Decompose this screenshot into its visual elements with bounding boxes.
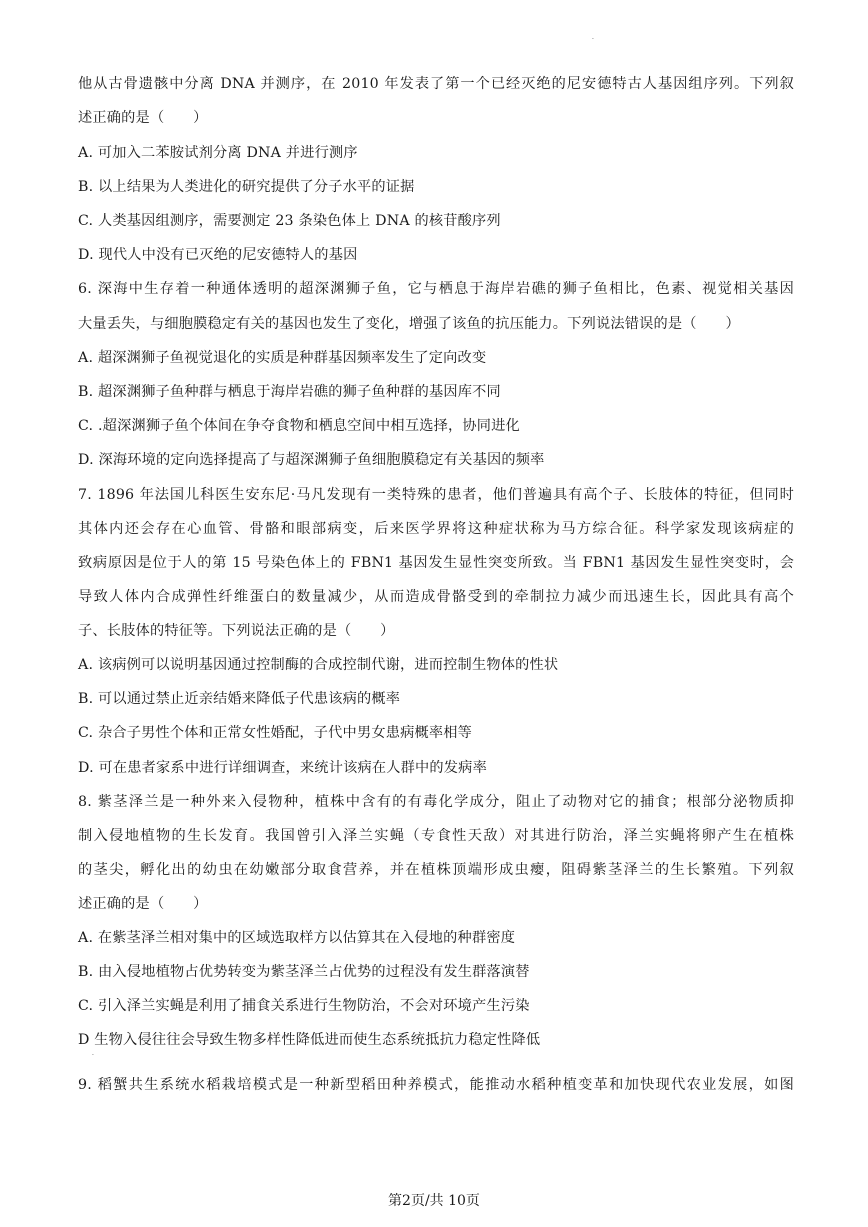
question-9-stem: 9. 稻蟹共生系统水稻栽培模式是一种新型稻田种养模式，能推动水稻种植变革和加快现代农业发展，如图 [78, 1077, 794, 1093]
option-line: A. 超深渊狮子鱼视觉退化的实质是种群基因频率发生了定向改变 [78, 350, 487, 366]
option-line: C. .超深渊狮子鱼个体间在争夺食物和栖息空间中相互选择，协同进化 [78, 418, 520, 434]
option-line: C. 引入泽兰实蝇是利用了捕食关系进行生物防治，不会对环境产生污染 [78, 998, 530, 1014]
text-line: 他从古骨遗骸中分离 DNA 并测序，在 2010 年发表了第一个已经灭绝的尼安德特古人基因组序列。下列叙 [78, 76, 794, 92]
option-line: B. 可以通过禁止近亲结婚来降低子代患该病的概率 [78, 691, 401, 707]
question-7-stem: 7. 1896 年法国儿科医生安东尼·马凡发现有一类特殊的患者，他们普遍具有高个子、长肢体的特征，但同时 [78, 487, 794, 503]
question-8-stem: 述正确的是（ ） [78, 896, 208, 912]
option-line: C. 人类基因组测序，需要测定 23 条染色体上 DNA 的核苷酸序列 [78, 213, 501, 229]
option-line: D 生物入侵往往会导致生物多样性降低进而使生态系统抵抗力稳定性降低 [78, 1032, 541, 1048]
question-8-stem: 的茎尖，孵化出的幼虫在幼嫩部分取食营养，并在植株顶端形成虫瘿，阻碍紫茎泽兰的生长繁殖。下列叙 [78, 862, 794, 878]
question-7-stem: 其体内还会存在心血管、骨骼和眼部病变，后来医学界将这种症状称为马方综合征。科学家发现该病症的 [78, 521, 794, 537]
text-line: 述正确的是（ ） [78, 110, 208, 126]
option-line: A. 在紫茎泽兰相对集中的区域选取样方以估算其在入侵地的种群密度 [78, 930, 516, 946]
question-6-stem: 大量丢失，与细胞膜稳定有关的基因也发生了变化，增强了该鱼的抗压能力。下列说法错误的是（ ） [78, 316, 740, 332]
option-line: A. 该病例可以说明基因通过控制酶的合成控制代谢，进而控制生物体的性状 [78, 657, 559, 673]
option-line: D. 可在患者家系中进行详细调查，来统计该病在人群中的发病率 [78, 760, 487, 776]
option-line: B. 由入侵地植物占优势转变为紫茎泽兰占优势的过程没有发生群落演替 [78, 964, 530, 980]
option-line: D. 现代人中没有已灭绝的尼安德特人的基因 [78, 247, 358, 263]
option-line: C. 杂合子男性个体和正常女性婚配，子代中男女患病概率相等 [78, 725, 473, 741]
page-number-footer: 第2页/共 10页 [388, 1193, 480, 1209]
scan-speck: · [592, 36, 594, 43]
question-8-stem: 8. 紫茎泽兰是一种外来入侵物种，植株中含有的有毒化学成分，阻止了动物对它的捕食；根部分泌物质抑 [78, 794, 794, 810]
question-8-stem: 制入侵地植物的生长发育。我国曾引入泽兰实蝇（专食性天敌）对其进行防治，泽兰实蝇将卵产生在植株 [78, 828, 794, 844]
question-7-stem: 导致人体内合成弹性纤维蛋白的数量减少，从而造成骨骼受到的牵制拉力减少而迅速生长，因此具有高个 [78, 589, 794, 605]
option-line: A. 可加入二苯胺试剂分离 DNA 并进行测序 [78, 145, 358, 161]
question-7-stem: 子、长肢体的特征等。下列说法正确的是（ ） [78, 623, 395, 639]
option-line: D. 深海环境的定向选择提高了与超深渊狮子鱼细胞膜稳定有关基因的频率 [78, 452, 545, 468]
question-7-stem: 致病原因是位于人的第 15 号染色体上的 FBN1 基因发生显性突变所致。当 FBN1 基因发生显性突变时，会 [78, 555, 794, 571]
option-line: B. 以上结果为人类进化的研究提供了分子水平的证据 [78, 179, 415, 195]
question-6-stem: 6. 深海中生存着一种通体透明的超深渊狮子鱼，它与栖息于海岸岩礁的狮子鱼相比，色素、视觉相关基因 [78, 281, 794, 297]
scan-speck: · [92, 1052, 94, 1059]
option-line: B. 超深渊狮子鱼种群与栖息于海岸岩礁的狮子鱼种群的基因库不同 [78, 384, 501, 400]
